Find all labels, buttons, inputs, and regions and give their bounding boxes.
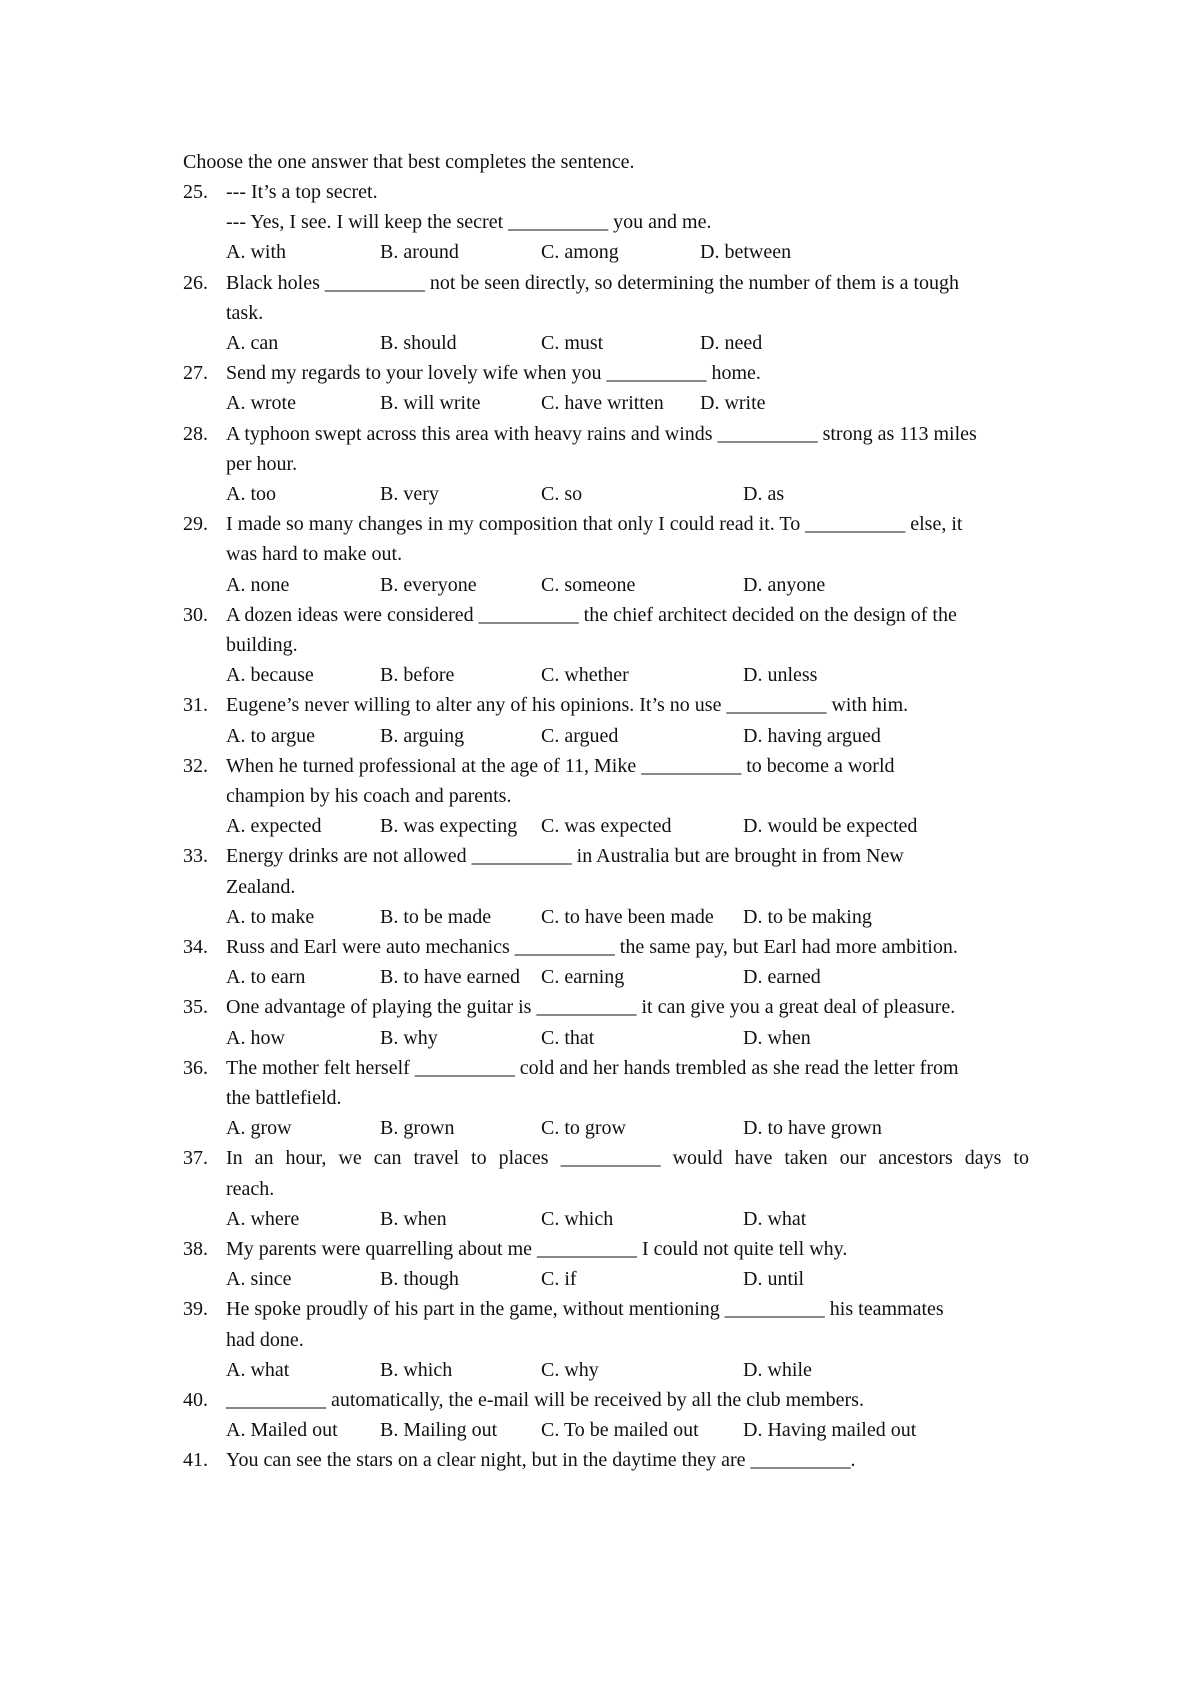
answer-option-b[interactable]: B. very — [380, 483, 439, 505]
answer-option-a[interactable]: A. Mailed out — [226, 1419, 338, 1442]
question-stem-line: In an hour, we can travel to places __________ would have taken our ancestors days to — [226, 1147, 1029, 1170]
answer-option-a[interactable]: A. with — [226, 241, 286, 264]
question-number: 27. — [183, 362, 208, 385]
answer-option-d[interactable]: D. what — [743, 1207, 807, 1230]
answer-option-d[interactable]: D. until — [743, 1268, 805, 1291]
answer-option-d[interactable]: D. as — [743, 483, 785, 505]
answer-option-d[interactable]: D. when — [743, 1026, 811, 1049]
answer-option-c[interactable]: C. that — [541, 1026, 595, 1049]
answer-option-b[interactable]: B. before — [380, 664, 455, 687]
question-number: 29. — [183, 513, 208, 536]
answer-option-c[interactable]: C. must — [541, 332, 604, 354]
answer-option-b[interactable]: B. arguing — [380, 724, 465, 747]
answer-option-a[interactable]: A. to make — [226, 905, 315, 928]
question-stem-line: You can see the stars on a clear night, but in the daytime they are __________. — [226, 1449, 856, 1472]
question-number: 39. — [183, 1298, 208, 1321]
question-stem-line: A typhoon swept across this area with heavy rains and winds __________ strong as 113 miles — [226, 422, 977, 445]
answer-option-b[interactable]: B. everyone — [380, 573, 477, 596]
question-stem-line: He spoke proudly of his part in the game, without mentioning __________ his teammates — [226, 1298, 944, 1321]
answer-option-b[interactable]: B. Mailing out — [380, 1419, 498, 1442]
question-stem-line: Eugene’s never willing to alter any of his opinions. It’s no use __________ with him. — [226, 694, 909, 717]
answer-option-c[interactable]: C. so — [541, 483, 583, 505]
question-stem-line: building. — [226, 634, 298, 656]
question-stem-line: Energy drinks are not allowed __________ in Australia but are brought in from New — [226, 845, 904, 868]
answer-option-d[interactable]: D. unless — [743, 664, 818, 687]
answer-option-b[interactable]: B. when — [380, 1207, 447, 1230]
question-stem-line: had done. — [226, 1328, 304, 1351]
question-stem-line: A dozen ideas were considered __________ the chief architect decided on the design of the — [226, 603, 957, 626]
answer-option-c[interactable]: C. argued — [541, 724, 619, 747]
question-stem-line: Zealand. — [226, 875, 296, 898]
question-stem-line: champion by his coach and parents. — [226, 785, 512, 807]
answer-option-b[interactable]: B. will write — [380, 392, 481, 415]
question-number: 30. — [183, 603, 208, 626]
question-number: 36. — [183, 1056, 208, 1079]
answer-option-a[interactable]: A. can — [226, 332, 279, 354]
question-stem-line: the battlefield. — [226, 1087, 342, 1109]
answer-option-b[interactable]: B. around — [380, 241, 459, 264]
answer-option-a[interactable]: A. where — [226, 1207, 300, 1230]
answer-option-d[interactable]: D. Having mailed out — [743, 1419, 917, 1442]
question-number: 35. — [183, 996, 208, 1019]
answer-option-b[interactable]: B. was expecting — [380, 815, 518, 838]
question-stem-line: task. — [226, 301, 264, 324]
answer-option-c[interactable]: C. earning — [541, 966, 625, 989]
answer-option-c[interactable]: C. was expected — [541, 815, 672, 838]
answer-option-d[interactable]: D. to have grown — [743, 1117, 882, 1140]
answer-option-a[interactable]: A. to earn — [226, 966, 306, 989]
question-number: 37. — [183, 1147, 208, 1170]
answer-option-a[interactable]: A. wrote — [226, 392, 296, 415]
question-stem-line: Russ and Earl were auto mechanics __________ the same pay, but Earl had more ambition. — [226, 936, 958, 958]
answer-option-b[interactable]: B. grown — [380, 1117, 455, 1140]
answer-option-c[interactable]: C. whether — [541, 664, 629, 687]
answer-option-c[interactable]: C. to grow — [541, 1117, 626, 1140]
answer-option-d[interactable]: D. to be making — [743, 905, 872, 928]
answer-option-a[interactable]: A. too — [226, 483, 276, 505]
answer-option-c[interactable]: C. To be mailed out — [541, 1419, 699, 1442]
question-number: 33. — [183, 845, 208, 868]
question-stem-line: Black holes __________ not be seen directly, so determining the number of them is a tough — [226, 271, 959, 294]
answer-option-d[interactable]: D. while — [743, 1358, 812, 1381]
answer-option-a[interactable]: A. because — [226, 664, 314, 687]
answer-option-b[interactable]: B. why — [380, 1026, 438, 1049]
question-stem-line: Send my regards to your lovely wife when you __________ home. — [226, 362, 761, 385]
answer-option-d[interactable]: D. would be expected — [743, 815, 918, 838]
question-number: 31. — [183, 694, 208, 717]
answer-option-b[interactable]: B. which — [380, 1358, 453, 1381]
answer-option-a[interactable]: A. since — [226, 1268, 292, 1291]
question-number: 34. — [183, 936, 208, 958]
answer-option-d[interactable]: D. having argued — [743, 724, 881, 747]
answer-option-c[interactable]: C. if — [541, 1268, 577, 1291]
question-stem-line: --- Yes, I see. I will keep the secret __________ you and me. — [226, 211, 712, 234]
instruction-text: Choose the one answer that best completes the sentence. — [183, 151, 635, 173]
answer-option-b[interactable]: B. should — [380, 332, 457, 354]
answer-option-d[interactable]: D. need — [700, 332, 763, 354]
question-number: 40. — [183, 1389, 208, 1411]
answer-option-a[interactable]: A. how — [226, 1026, 285, 1049]
question-number: 41. — [183, 1449, 208, 1472]
answer-option-a[interactable]: A. what — [226, 1358, 290, 1381]
answer-option-c[interactable]: C. someone — [541, 573, 636, 596]
question-stem-line: per hour. — [226, 452, 298, 475]
answer-option-d[interactable]: D. between — [700, 241, 792, 264]
question-stem-line: My parents were quarrelling about me __________ I could not quite tell why. — [226, 1238, 848, 1260]
question-number: 28. — [183, 422, 208, 445]
question-stem-line: When he turned professional at the age of 11, Mike __________ to become a world — [226, 754, 895, 777]
answer-option-b[interactable]: B. though — [380, 1268, 459, 1291]
answer-option-d[interactable]: D. write — [700, 392, 766, 415]
question-number: 38. — [183, 1238, 208, 1260]
question-stem-line: --- It’s a top secret. — [226, 181, 378, 203]
question-stem-line: One advantage of playing the guitar is __________ it can give you a great deal of pleasure. — [226, 996, 956, 1019]
answer-option-b[interactable]: B. to have earned — [380, 966, 520, 989]
answer-option-a[interactable]: A. to argue — [226, 724, 316, 747]
answer-option-a[interactable]: A. none — [226, 573, 290, 596]
answer-option-a[interactable]: A. expected — [226, 815, 322, 838]
answer-option-c[interactable]: C. among — [541, 241, 619, 264]
question-number: 26. — [183, 271, 208, 294]
answer-option-d[interactable]: D. earned — [743, 966, 821, 989]
question-stem-line: was hard to make out. — [226, 543, 403, 566]
answer-option-c[interactable]: C. have written — [541, 392, 664, 415]
question-stem-line: reach. — [226, 1177, 275, 1200]
question-stem-line: I made so many changes in my composition that only I could read it. To __________ else, it — [226, 513, 963, 536]
question-stem-line: The mother felt herself __________ cold and her hands trembled as she read the letter from — [226, 1056, 959, 1079]
answer-option-c[interactable]: C. why — [541, 1358, 599, 1381]
answer-option-d[interactable]: D. anyone — [743, 573, 826, 596]
question-number: 32. — [183, 754, 208, 777]
answer-option-a[interactable]: A. grow — [226, 1117, 292, 1140]
question-number: 25. — [183, 181, 208, 203]
answer-option-c[interactable]: C. which — [541, 1207, 614, 1230]
answer-option-b[interactable]: B. to be made — [380, 905, 492, 928]
answer-option-c[interactable]: C. to have been made — [541, 905, 714, 928]
question-stem-line: __________ automatically, the e-mail will be received by all the club members. — [226, 1389, 864, 1411]
